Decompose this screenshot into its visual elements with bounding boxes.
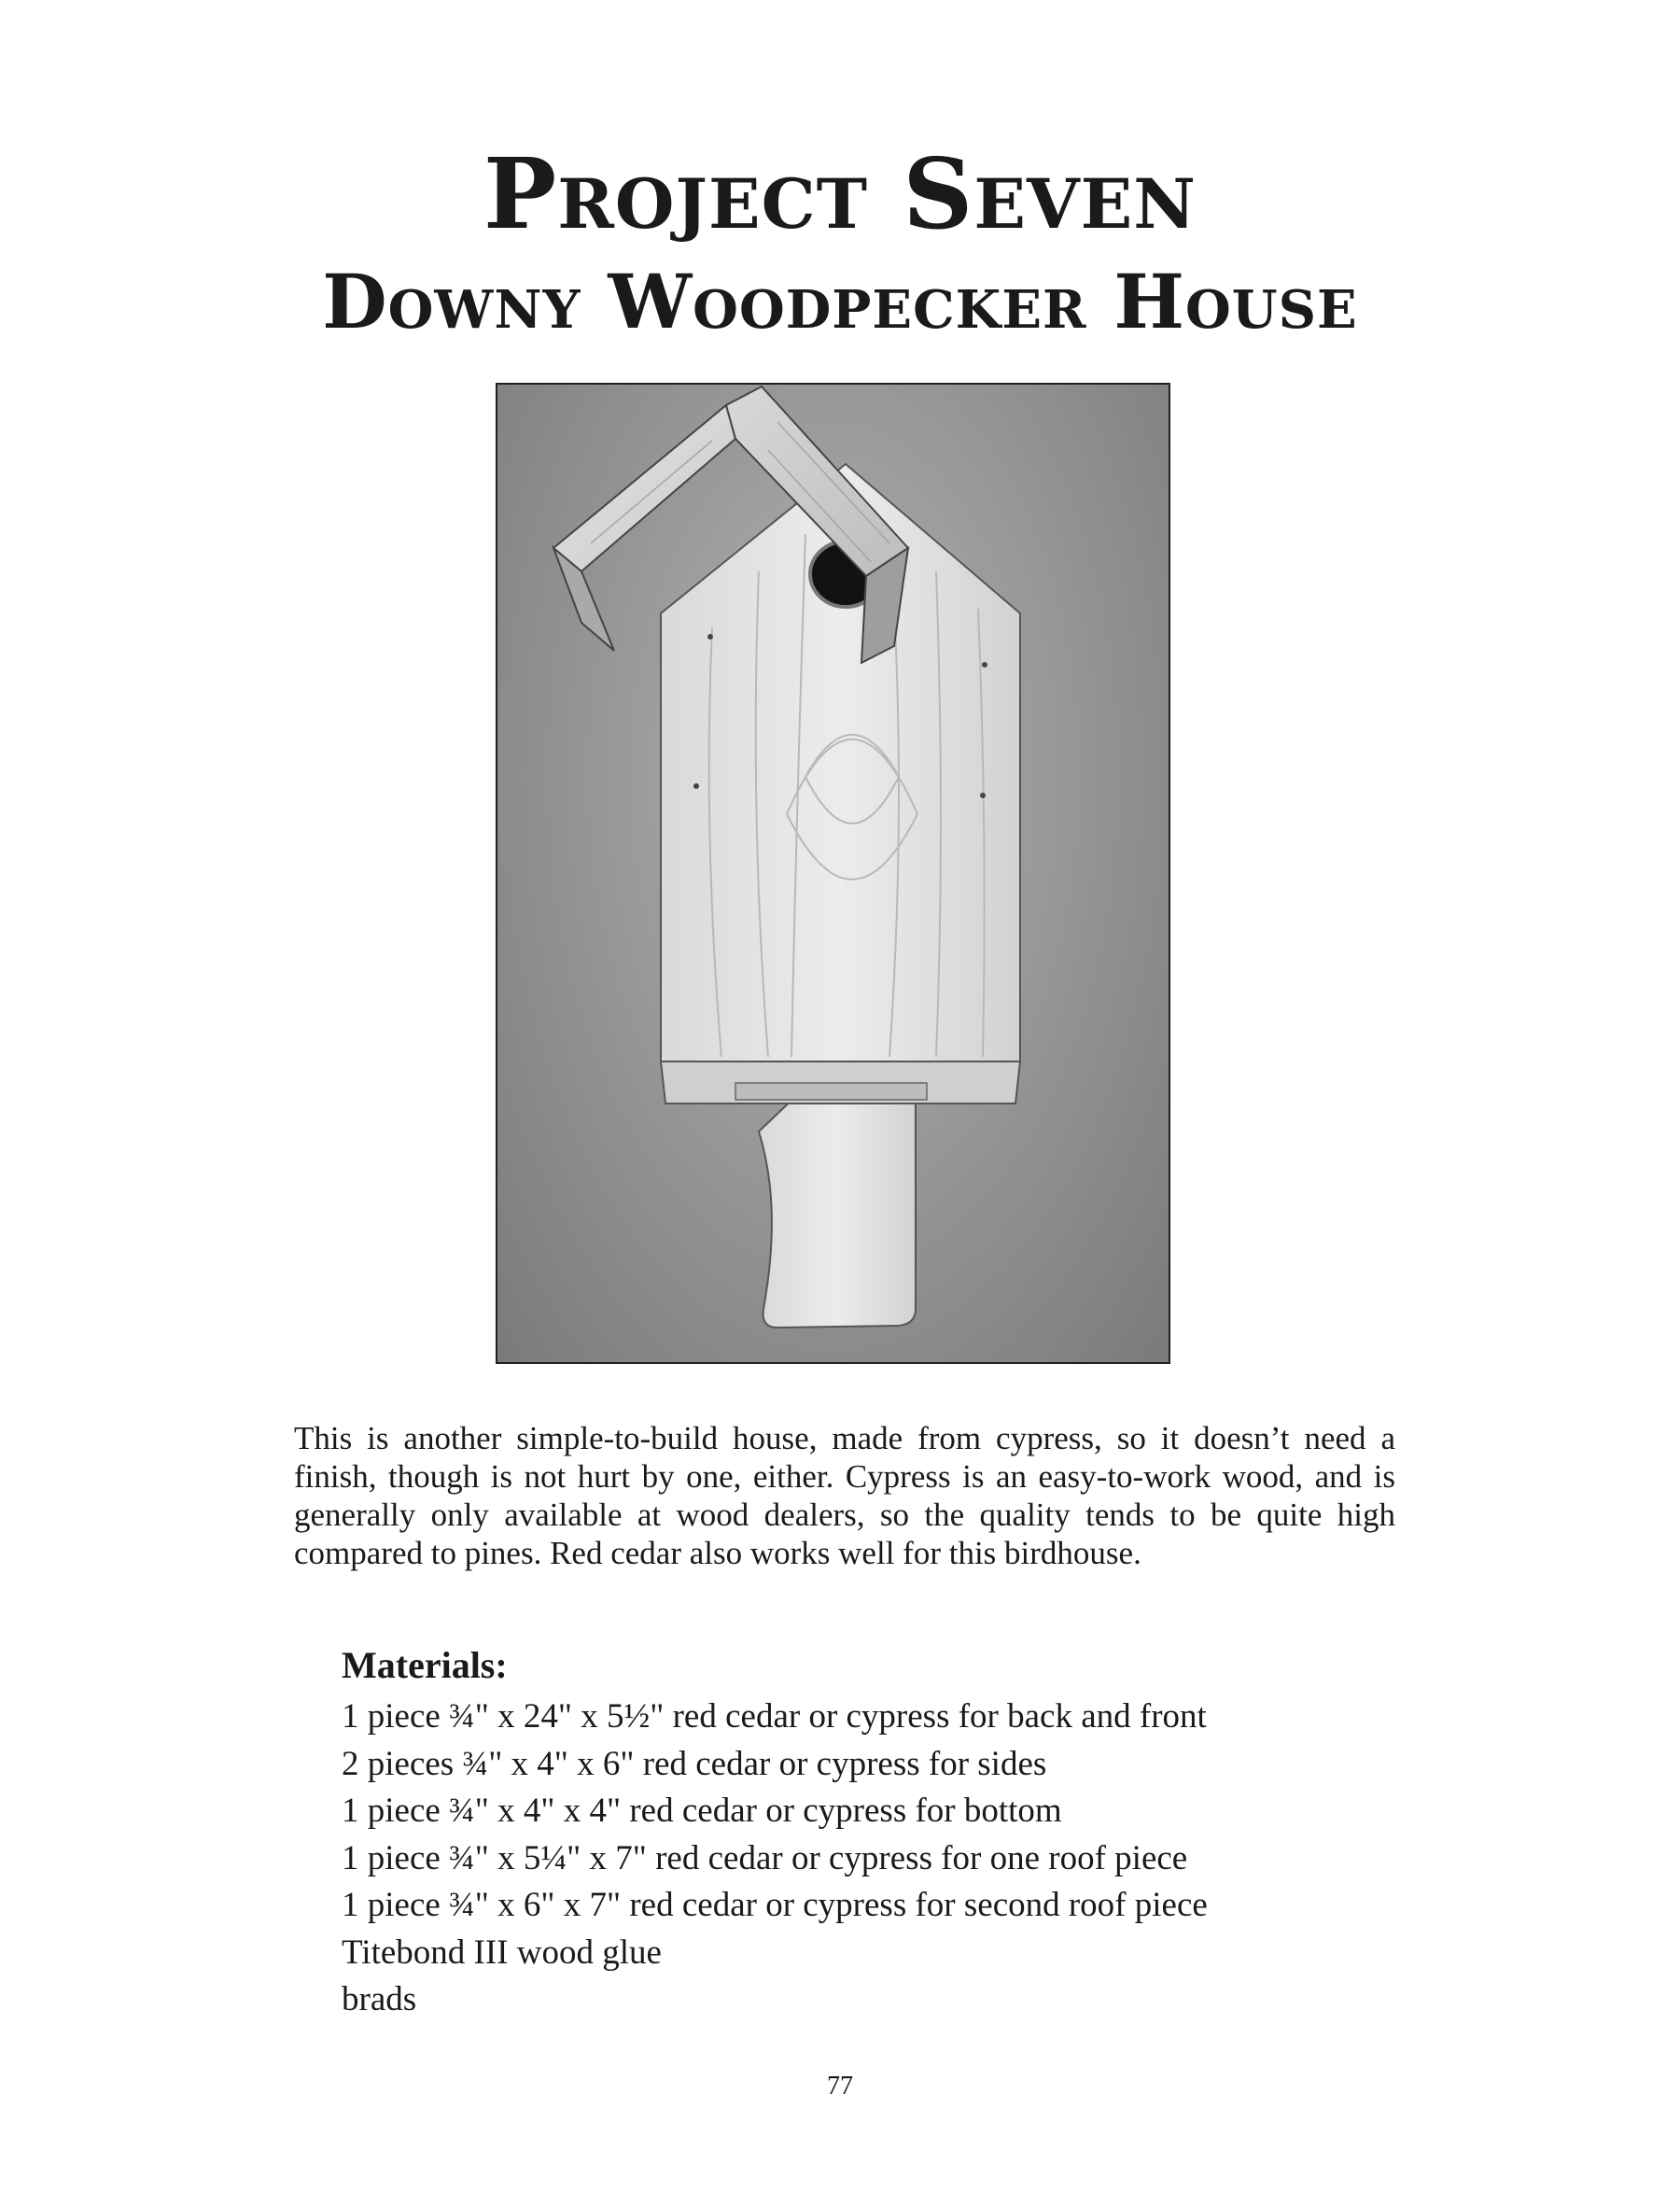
project-title: Project Seven — [483, 136, 1197, 251]
project-subtitle: Downy Woodpecker House — [322, 258, 1358, 345]
materials-heading: Materials: — [342, 1644, 508, 1686]
materials-list — [342, 1694, 1368, 2024]
page-number: 77 — [827, 2072, 853, 2101]
intro-paragraph: This is another simple-to-build house, made from cypress, so it doesn’t need a finish, though is not hurt by one, either. Cypress is an easy-to-work wood, and is generally only available at wood dealers, so the quality tends to be quite high compared to pines. Red cedar also works well for this birdhouse. — [294, 1420, 1395, 1571]
materials-item: 2 pieces ¾" x 4" x 6" red cedar or cypress for sides — [342, 1744, 1047, 1783]
materials-item: 1 piece ¾" x 4" x 4" red cedar or cypress for bottom — [342, 1792, 1062, 1830]
materials-item: 1 piece ¾" x 6" x 7" red cedar or cypress for second roof piece — [342, 1886, 1208, 1924]
materials-section — [342, 1643, 1368, 2024]
birdhouse-photo — [496, 383, 1170, 1364]
materials-item: 1 piece ¾" x 24" x 5½" red cedar or cypress for back and front — [342, 1697, 1207, 1736]
materials-item: brads — [342, 1980, 417, 2018]
materials-item: 1 piece ¾" x 5¼" x 7" red cedar or cypress for one roof piece — [342, 1838, 1188, 1877]
materials-item: Titebond III wood glue — [342, 1933, 662, 1972]
mounting-post — [759, 1094, 916, 1328]
roof-left — [553, 405, 735, 571]
